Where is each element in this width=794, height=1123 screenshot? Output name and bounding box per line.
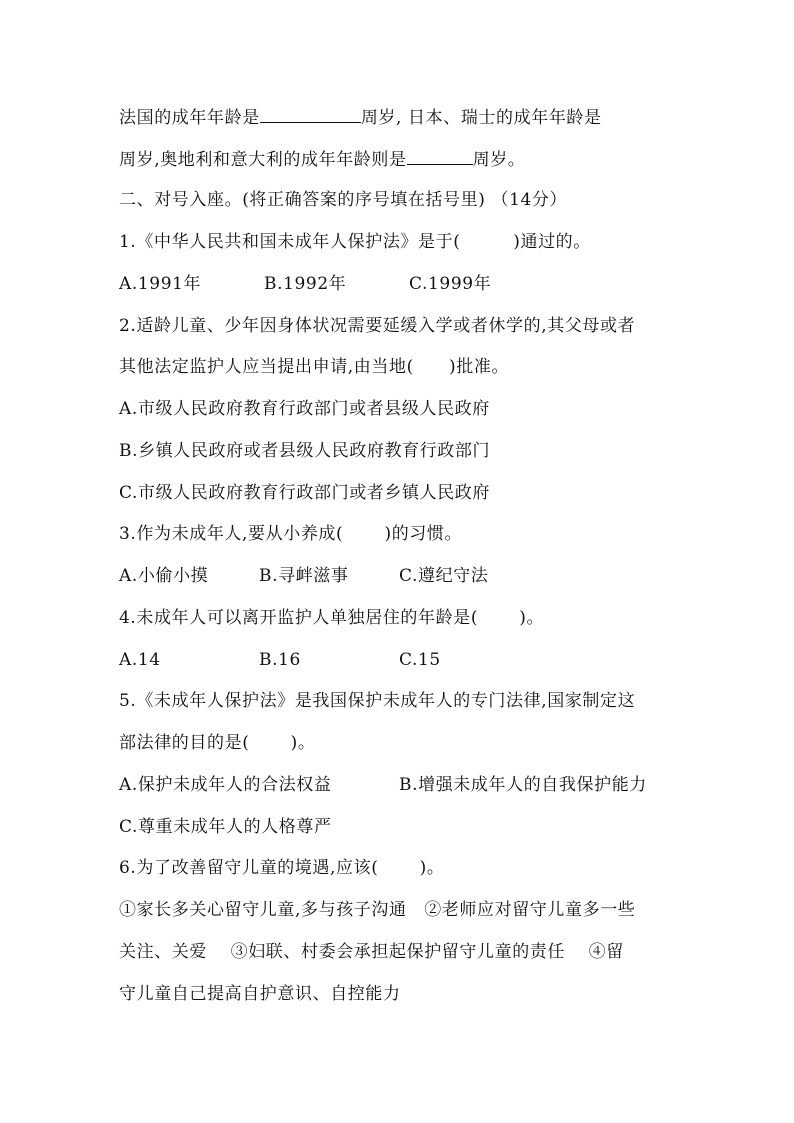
intro-line-2 — [119, 146, 525, 172]
question-6-choices-line-3: 守儿童自己提高自护意识、自控能力 — [119, 984, 401, 1004]
intro-text-2a: 周岁,奥地利和意大利的成年年龄则是 — [119, 150, 407, 170]
q3-option-a[interactable]: A.小偷小摸 — [119, 566, 209, 586]
q5-option-a[interactable]: A.保护未成年人的合法权益 — [119, 775, 332, 795]
fill-blank-1[interactable] — [260, 104, 361, 123]
q3-option-b[interactable]: B.寻衅滋事 — [259, 566, 349, 586]
intro-line-1 — [119, 104, 602, 130]
q4-option-a[interactable]: A.14 — [119, 650, 161, 670]
q4-option-b[interactable]: B.16 — [259, 650, 301, 670]
fill-blank-2[interactable] — [407, 146, 473, 165]
question-4-stem: 4.未成年人可以离开监护人单独居住的年龄是( )。 — [119, 608, 545, 628]
intro-text-1b: 周岁, 日本、瑞士的成年年龄是 — [360, 108, 602, 128]
q4-option-c[interactable]: C.15 — [399, 650, 441, 670]
intro-text-2b: 周岁。 — [472, 150, 526, 170]
question-6-choices-line-1: ①家长多关心留守儿童,多与孩子沟通 ②老师应对留守儿童多一些 — [119, 900, 636, 920]
question-1-options — [119, 272, 491, 296]
q3-option-c[interactable]: C.遵纪守法 — [399, 566, 489, 586]
question-3-options — [119, 564, 488, 588]
question-4-options — [119, 648, 441, 672]
q5-option-b[interactable]: B.增强未成年人的自我保护能力 — [399, 775, 647, 795]
question-6-choices-line-2: 关注、关爱 ③妇联、村委会承担起保护留守儿童的责任 ④留 — [119, 942, 624, 962]
section-heading: 二、对号入座。(将正确答案的序号填在括号里) （14分） — [119, 190, 568, 210]
question-2-stem-line-2: 其他法定监护人应当提出申请,由当地( )批准。 — [119, 357, 510, 377]
question-3-stem: 3.作为未成年人,要从小养成( )的习惯。 — [119, 524, 463, 544]
q1-option-b[interactable]: B.1992年 — [264, 274, 347, 294]
q1-option-a[interactable]: A.1991年 — [119, 274, 202, 294]
question-5-options-row — [119, 773, 647, 797]
q2-option-a[interactable]: A.市级人民政府教育行政部门或者县级人民政府 — [119, 399, 490, 419]
q1-option-c[interactable]: C.1999年 — [409, 274, 492, 294]
question-5-stem-line-1: 5.《未成年人保护法》是我国保护未成年人的专门法律,国家制定这 — [119, 691, 636, 711]
q2-option-c[interactable]: C.市级人民政府教育行政部门或者乡镇人民政府 — [119, 483, 491, 503]
question-2-stem-line-1: 2.适龄儿童、少年因身体状况需要延缓入学或者休学的,其父母或者 — [119, 316, 636, 336]
intro-text-1a: 法国的成年年龄是 — [119, 108, 260, 128]
q5-option-c[interactable]: C.尊重未成年人的人格尊严 — [119, 817, 332, 837]
question-1-stem: 1.《中华人民共和国未成年人保护法》是于( )通过的。 — [119, 232, 591, 252]
question-5-stem-line-2: 部法律的目的是( )。 — [119, 733, 316, 753]
q2-option-b[interactable]: B.乡镇人民政府或者县级人民政府教育行政部门 — [119, 441, 491, 461]
question-6-stem: 6.为了改善留守儿童的境遇,应该( )。 — [119, 858, 445, 878]
